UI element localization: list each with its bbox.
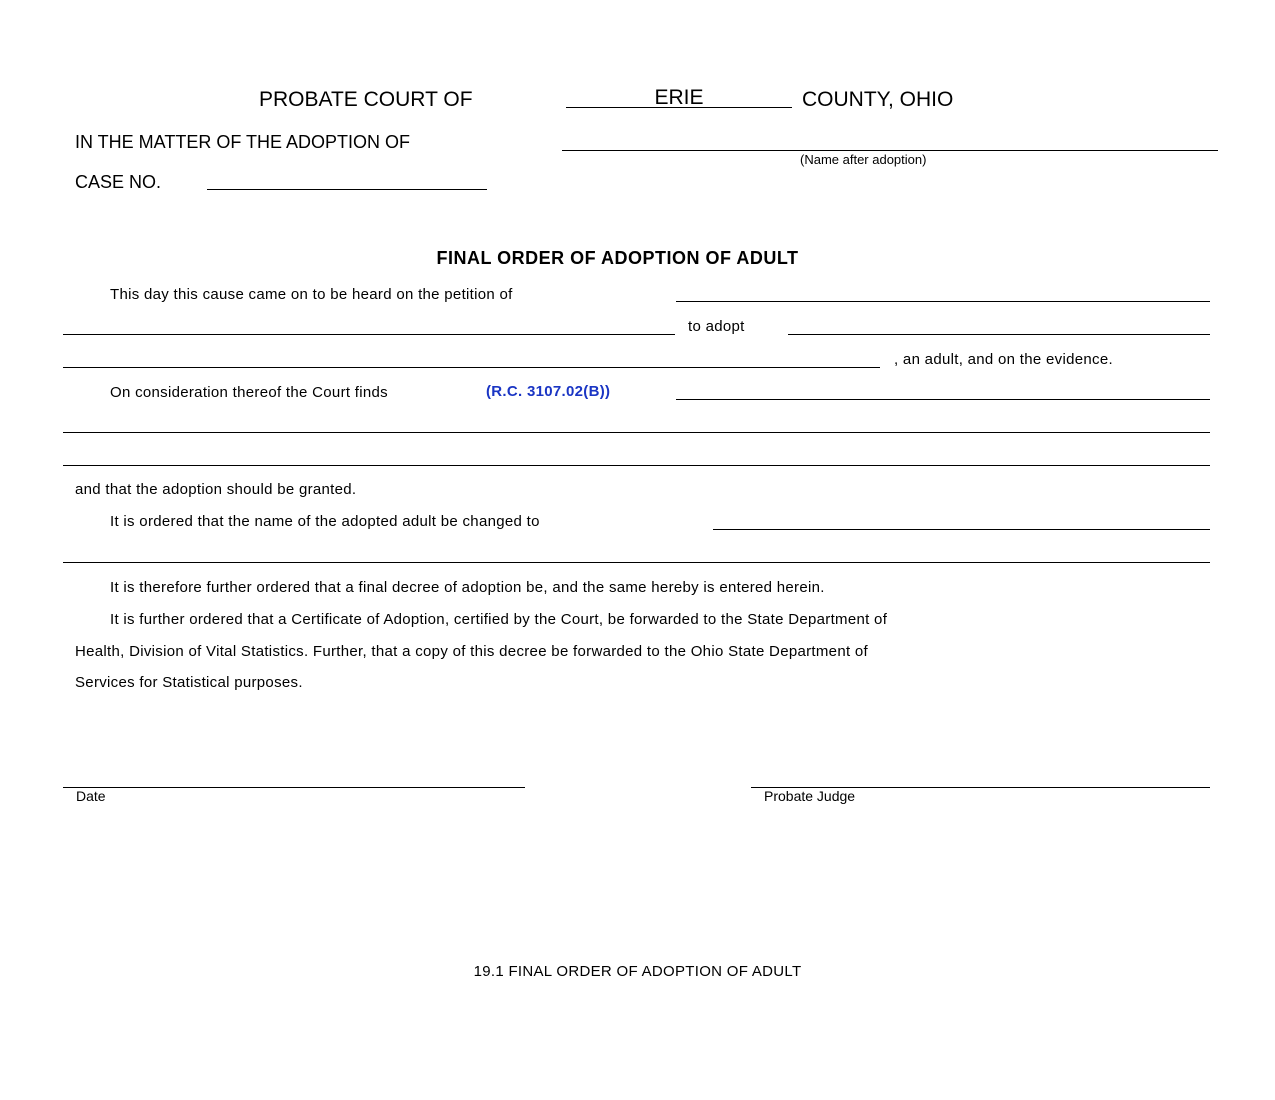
adult-evidence-text: , an adult, and on the evidence. bbox=[894, 351, 1113, 368]
adoptee-name-field[interactable] bbox=[562, 150, 1218, 151]
name-change-text: It is ordered that the name of the adopted adult be changed to bbox=[110, 513, 540, 530]
case-label: CASE NO. bbox=[75, 172, 162, 192]
statute-link[interactable]: (R.C. 3107.02(B)) bbox=[486, 383, 611, 400]
case-number-field[interactable] bbox=[207, 189, 487, 190]
findings-field-line2[interactable] bbox=[63, 432, 1210, 433]
adoptee-field-cont[interactable] bbox=[63, 367, 880, 368]
petitioner-field-cont[interactable] bbox=[63, 334, 675, 335]
adoptee-field[interactable] bbox=[788, 334, 1210, 335]
name-caption: (Name after adoption) bbox=[800, 152, 927, 167]
new-name-field[interactable] bbox=[713, 529, 1210, 530]
court-prefix: PROBATE COURT OF bbox=[259, 88, 473, 111]
petitioner-field[interactable] bbox=[676, 301, 1210, 302]
consideration-text: On consideration thereof the Court finds bbox=[110, 384, 388, 401]
date-field[interactable] bbox=[63, 787, 525, 788]
to-adopt-text: to adopt bbox=[688, 318, 745, 335]
certificate-text-line2: Health, Division of Vital Statistics. Further, that a copy of this decree be forwarded to the Ohio State Department of bbox=[75, 643, 869, 660]
date-label: Date bbox=[76, 788, 106, 804]
new-name-field-cont[interactable] bbox=[63, 562, 1210, 563]
certificate-text-line1: It is further ordered that a Certificate of Adoption, certified by the Court, be forwarded to the State Department of bbox=[110, 611, 888, 628]
form-footer: 19.1 FINAL ORDER OF ADOPTION OF ADULT bbox=[473, 963, 802, 980]
findings-field[interactable] bbox=[676, 399, 1210, 400]
granted-text: and that the adoption should be granted. bbox=[75, 481, 357, 498]
judge-label: Probate Judge bbox=[764, 788, 856, 804]
decree-text: It is therefore further ordered that a final decree of adoption be, and the same hereby is entered herein. bbox=[110, 579, 825, 596]
county-field[interactable]: ERIE bbox=[654, 86, 704, 109]
petition-text: This day this cause came on to be heard on the petition of bbox=[110, 286, 513, 303]
matter-label: IN THE MATTER OF THE ADOPTION OF bbox=[75, 132, 411, 152]
page-title: FINAL ORDER OF ADOPTION OF ADULT bbox=[436, 248, 799, 268]
court-suffix: COUNTY, OHIO bbox=[802, 88, 954, 111]
certificate-text-line3: Services for Statistical purposes. bbox=[75, 674, 303, 691]
findings-field-line3[interactable] bbox=[63, 465, 1210, 466]
